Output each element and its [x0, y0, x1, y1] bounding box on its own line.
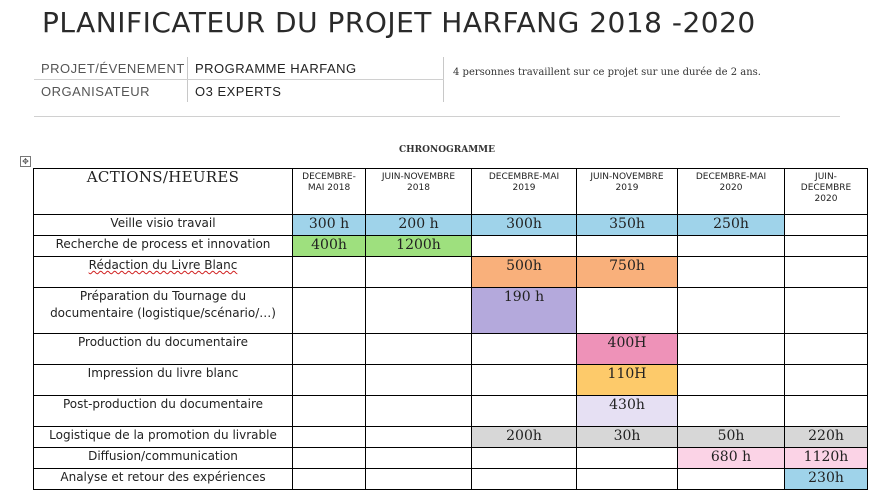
table-row	[34, 448, 868, 469]
hours-cell[interactable]: 300 h	[293, 215, 366, 236]
task-label[interactable]: Analyse et retour des expériences	[34, 469, 293, 490]
hours-cell[interactable]	[577, 288, 678, 334]
hours-cell[interactable]	[785, 396, 868, 427]
table-row	[34, 469, 868, 490]
project-label: PROJET/ÉVENEMENT	[34, 57, 188, 80]
task-label[interactable]: Logistique de la promotion du livrable	[34, 427, 293, 448]
hours-cell[interactable]	[293, 448, 366, 469]
hours-cell[interactable]: 400h	[293, 236, 366, 257]
hours-cell[interactable]: 750h	[577, 257, 678, 288]
project-note[interactable]: 4 personnes travaillent sur ce projet sur une durée de 2 ans.	[444, 57, 841, 102]
task-label[interactable]: Préparation du Tournage du documentaire (logistique/scénario/…)	[34, 288, 293, 334]
task-label[interactable]: Diffusion/communication	[34, 448, 293, 469]
hours-cell[interactable]	[472, 334, 577, 365]
hours-cell[interactable]	[577, 448, 678, 469]
hours-cell[interactable]	[678, 365, 785, 396]
hours-cell[interactable]: 250h	[678, 215, 785, 236]
period-header: DECEMBRE- MAI 2018	[293, 169, 366, 215]
hours-cell[interactable]	[472, 365, 577, 396]
hours-cell[interactable]	[293, 469, 366, 490]
hours-cell[interactable]	[785, 288, 868, 334]
hours-cell[interactable]	[293, 257, 366, 288]
hours-cell[interactable]: 190 h	[472, 288, 577, 334]
table-row	[34, 288, 868, 334]
table-row	[34, 215, 868, 236]
hours-cell[interactable]	[366, 288, 472, 334]
hours-cell[interactable]: 1200h	[366, 236, 472, 257]
hours-cell[interactable]	[785, 215, 868, 236]
hours-cell[interactable]: 350h	[577, 215, 678, 236]
task-label[interactable]: Recherche de process et innovation	[34, 236, 293, 257]
hours-cell[interactable]: 30h	[577, 427, 678, 448]
organizer-label: ORGANISATEUR	[34, 80, 188, 103]
hours-cell[interactable]	[472, 469, 577, 490]
hours-cell[interactable]	[293, 427, 366, 448]
task-label[interactable]: Rédaction du Livre Blanc	[34, 257, 293, 288]
hours-cell[interactable]	[366, 427, 472, 448]
hours-cell[interactable]	[678, 288, 785, 334]
table-row	[34, 365, 868, 396]
period-header: DECEMBRE-MAI 2020	[678, 169, 785, 215]
hours-cell[interactable]	[785, 236, 868, 257]
hours-cell[interactable]: 230h	[785, 469, 868, 490]
hours-cell[interactable]: 430h	[577, 396, 678, 427]
hours-cell[interactable]: 200 h	[366, 215, 472, 236]
hours-cell[interactable]	[293, 288, 366, 334]
schedule-table	[33, 168, 868, 490]
hours-cell[interactable]: 220h	[785, 427, 868, 448]
hours-cell[interactable]	[472, 236, 577, 257]
hours-cell[interactable]	[785, 365, 868, 396]
header-row	[34, 169, 868, 215]
hours-cell[interactable]	[472, 448, 577, 469]
table-row	[34, 236, 868, 257]
task-label[interactable]: Veille visio travail	[34, 215, 293, 236]
hours-cell[interactable]	[785, 257, 868, 288]
period-header: JUIN-NOVEMBRE 2018	[366, 169, 472, 215]
hours-cell[interactable]	[678, 396, 785, 427]
hours-cell[interactable]: 500h	[472, 257, 577, 288]
hours-cell[interactable]	[293, 334, 366, 365]
table-move-handle-icon[interactable]: ✥	[20, 156, 31, 167]
hours-cell[interactable]: 200h	[472, 427, 577, 448]
chrono-heading: CHRONOGRAMME	[399, 145, 495, 155]
hours-cell[interactable]	[366, 448, 472, 469]
organizer-value[interactable]: O3 EXPERTS	[195, 83, 282, 99]
project-value[interactable]: PROGRAMME HARFANG	[188, 57, 444, 80]
table-row	[34, 257, 868, 288]
period-header: JUIN- DECEMBRE 2020	[785, 169, 868, 215]
hours-cell[interactable]	[678, 469, 785, 490]
hours-cell[interactable]	[366, 365, 472, 396]
task-label[interactable]: Impression du livre blanc	[34, 365, 293, 396]
hours-cell[interactable]	[293, 396, 366, 427]
hours-cell[interactable]	[577, 236, 678, 257]
table-row	[34, 427, 868, 448]
hours-cell[interactable]	[366, 257, 472, 288]
hours-cell[interactable]: 300h	[472, 215, 577, 236]
hours-cell[interactable]	[366, 334, 472, 365]
page-title: PLANIFICATEUR DU PROJET HARFANG 2018 -2020	[42, 6, 756, 39]
hours-cell[interactable]	[472, 396, 577, 427]
hours-cell[interactable]: 400H	[577, 334, 678, 365]
hours-cell[interactable]	[293, 365, 366, 396]
actions-header: ACTIONS/HEURES	[34, 169, 293, 215]
project-info-table	[34, 57, 840, 102]
table-row	[34, 334, 868, 365]
hours-cell[interactable]	[678, 236, 785, 257]
task-label[interactable]: Production du documentaire	[34, 334, 293, 365]
hours-cell[interactable]: 1120h	[785, 448, 868, 469]
period-header: DECEMBRE-MAI 2019	[472, 169, 577, 215]
hours-cell[interactable]	[577, 469, 678, 490]
period-header: JUIN-NOVEMBRE 2019	[577, 169, 678, 215]
table-row	[34, 396, 868, 427]
hours-cell[interactable]: 680 h	[678, 448, 785, 469]
hours-cell[interactable]	[678, 334, 785, 365]
task-label[interactable]: Post-production du documentaire	[34, 396, 293, 427]
hours-cell[interactable]	[785, 334, 868, 365]
info-divider	[34, 116, 840, 117]
hours-cell[interactable]: 50h	[678, 427, 785, 448]
hours-cell[interactable]	[678, 257, 785, 288]
hours-cell[interactable]: 110H	[577, 365, 678, 396]
hours-cell[interactable]	[366, 396, 472, 427]
hours-cell[interactable]	[366, 469, 472, 490]
